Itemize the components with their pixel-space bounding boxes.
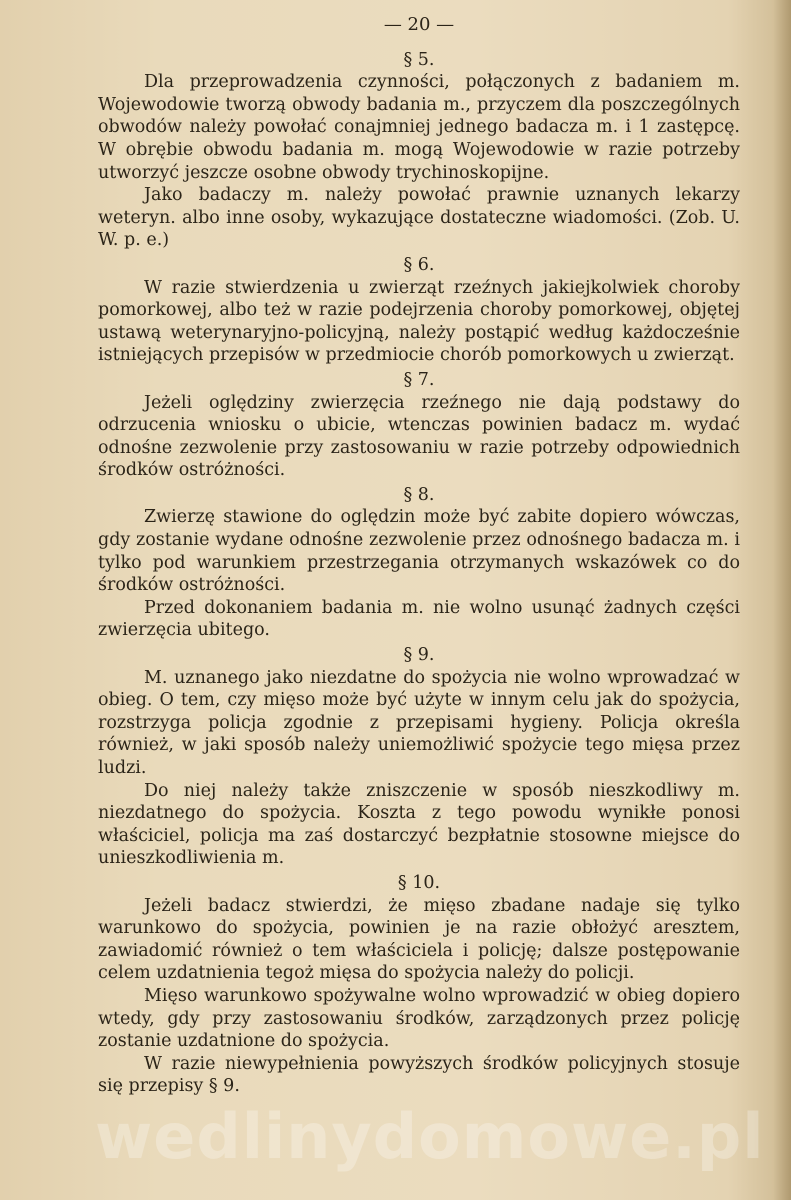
- paragraph: Mięso warunkowo spożywalne wolno wprowadzić w obieg dopiero wtedy, gdy przy zastosowaniu środków, zarządzonych przez policję zostanie uzdatnione do spożycia.: [98, 985, 740, 1052]
- paragraph: M. uznanego jako niezdatne do spożycia nie wolno wprowadzać w obieg. O tem, czy mięso może być użyte w innym celu jak do spożycia, rozstrzyga policja zgodnie z przepisami hygieny. Policja określa również, w jaki sposób należy uniemożliwić spożycie tego mięsa przez ludzi.: [98, 667, 740, 778]
- section-heading: § 7.: [403, 369, 435, 390]
- paragraph: Jeżeli badacz stwierdzi, że mięso zbadane nadaje się tylko warunkowo do spożycia, powinien je na razie obłożyć aresztem, zawiadomić również o tem właściciela i policję; dalsze postępowanie celem uzdatnienia tegoż mięsa do spożycia należy do policji.: [98, 895, 740, 984]
- section-6: [98, 254, 740, 367]
- section-7: [98, 369, 740, 482]
- section-heading: § 6.: [403, 254, 435, 275]
- section-heading: § 10.: [397, 872, 441, 893]
- section-10: [98, 872, 740, 1098]
- paragraph: Jako badaczy m. należy powołać prawnie uznanych lekarzy weteryn. albo inne osoby, wykazujące dostateczne wiadomości. (Zob. U. W. p. e.): [98, 185, 740, 251]
- page-edge-shadow: [773, 0, 791, 1200]
- section-heading: § 5.: [403, 49, 435, 70]
- paragraph: Jeżeli oględziny zwierzęcia rzeźnego nie dają podstawy do odrzucenia wniosku o ubicie, wtenczas powinien badacz m. wydać odnośne zezwolenie przy zastosowaniu w razie potrzeby odpowiednich środków ostróżności.: [98, 392, 740, 481]
- paragraph: Przed dokonaniem badania m. nie wolno usunąć żadnych części zwierzęcia ubitego.: [98, 597, 740, 641]
- section-8: [98, 484, 740, 642]
- paragraph: Do niej należy także zniszczenie w sposób nieszkodliwy m. niezdatnego do spożycia. Koszta z tego powodu wynikłe ponosi właściciel, policja ma zaś dostarczyć bezpłatnie stosowne miejsce do unieszkodliwienia m.: [98, 780, 740, 869]
- paragraph: W razie niewypełnienia powyższych środków policyjnych stosuje się przepisy § 9.: [98, 1053, 740, 1097]
- paragraph: Zwierzę stawione do oględzin może być zabite dopiero wówczas, gdy zostanie wydane odnośne zezwolenie przez odnośnego badacza m. i tylko pod warunkiem przestrzegania otrzymanych wskazówek co do środków ostróżności.: [98, 507, 740, 596]
- section-heading: § 8.: [403, 484, 435, 505]
- paragraph: Dla przeprowadzenia czynności, połączonych z badaniem m. Wojewodowie tworzą obwody badania m., przyczem dla poszczególnych obwodów należy powołać conajmniej jednego badacza m. i 1 zastępcę. W obrębie obwodu badania m. mogą Wojewodowie w razie potrzeby utworzyć jeszcze osobne obwody trychinoskopijne.: [98, 72, 740, 183]
- paragraph: W razie stwierdzenia u zwierząt rzeźnych jakiejkolwiek choroby pomorkowej, albo też w razie podejrzenia choroby pomorkowej, objętej ustawą weterynaryjno-policyjną, należy postąpić według każdocześnie istniejących przepisów w przedmiocie chorób pomorkowych u zwierząt.: [98, 277, 740, 366]
- section-heading: § 9.: [403, 645, 435, 666]
- page-content: [98, 14, 740, 1098]
- section-9: [98, 644, 740, 870]
- watermark: wedlinydomowe.pl: [95, 1100, 765, 1173]
- section-5: [98, 49, 740, 252]
- page-number: — 20 —: [383, 14, 455, 35]
